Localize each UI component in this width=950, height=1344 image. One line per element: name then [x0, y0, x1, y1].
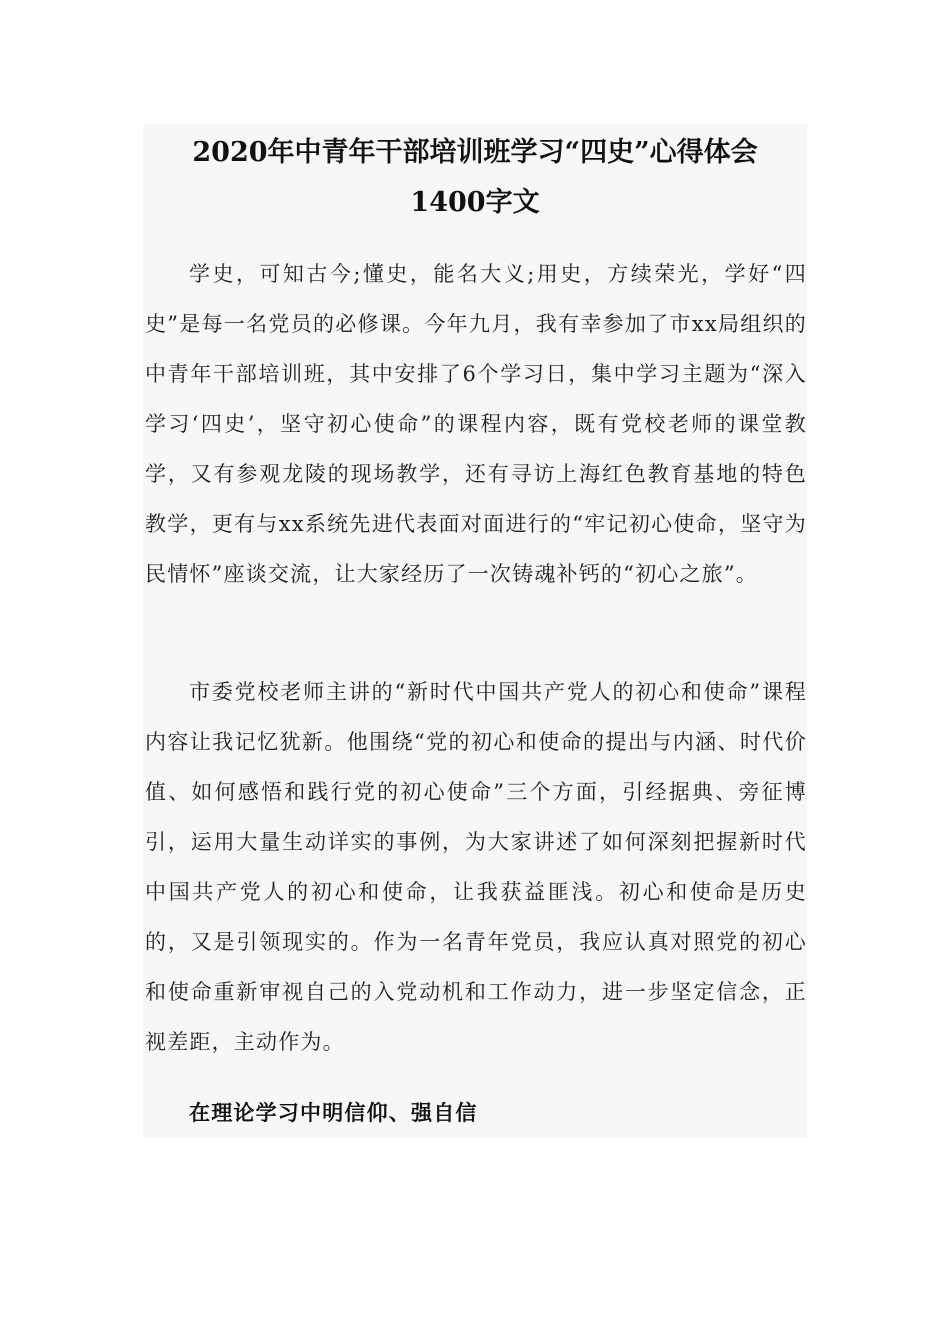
document-title-continued: 1400字文	[410, 187, 540, 218]
section-heading: 在理论学习中明信仰、强自信	[189, 1100, 478, 1125]
document-title: 2020年中青年干部培训班学习“四史”心得体会	[192, 137, 758, 168]
body-paragraph: 学史，可知古今;懂史，能名大义;用史，方续荣光，学好“四史”是每一名党员的必修课。今年九月，我有幸参加了市xx局组织的中青年干部培训班，其中安排了6个学习日，集中学习主题为“深入学习‘四史’，坚守初心使命”的课程内容，既有党校老师的课堂教学，又有参观龙陵的现场教学，还有寻访上海红色教育基地的特色教学，更有与xx系统先进代表面对面进行的“牢记初心使命，坚守为民情怀”座谈交流，让大家经历了一次铸魂补钙的“初心之旅”。	[145, 262, 807, 586]
body-paragraph: 市委党校老师主讲的“新时代中国共产党人的初心和使命”课程内容让我记忆犹新。他围绕“党的初心和使命的提出与内涵、时代价值、如何感悟和践行党的初心使命”三个方面，引经据典、旁征博引，运用大量生动详实的事例，为大家讲述了如何深刻把握新时代中国共产党人的初心和使命，让我获益匪浅。初心和使命是历史的，又是引领现实的。作为一名青年党员，我应认真对照党的初心和使命重新审视自己的入党动机和工作动力，进一步坚定信念，正视差距，主动作为。	[145, 680, 807, 1054]
